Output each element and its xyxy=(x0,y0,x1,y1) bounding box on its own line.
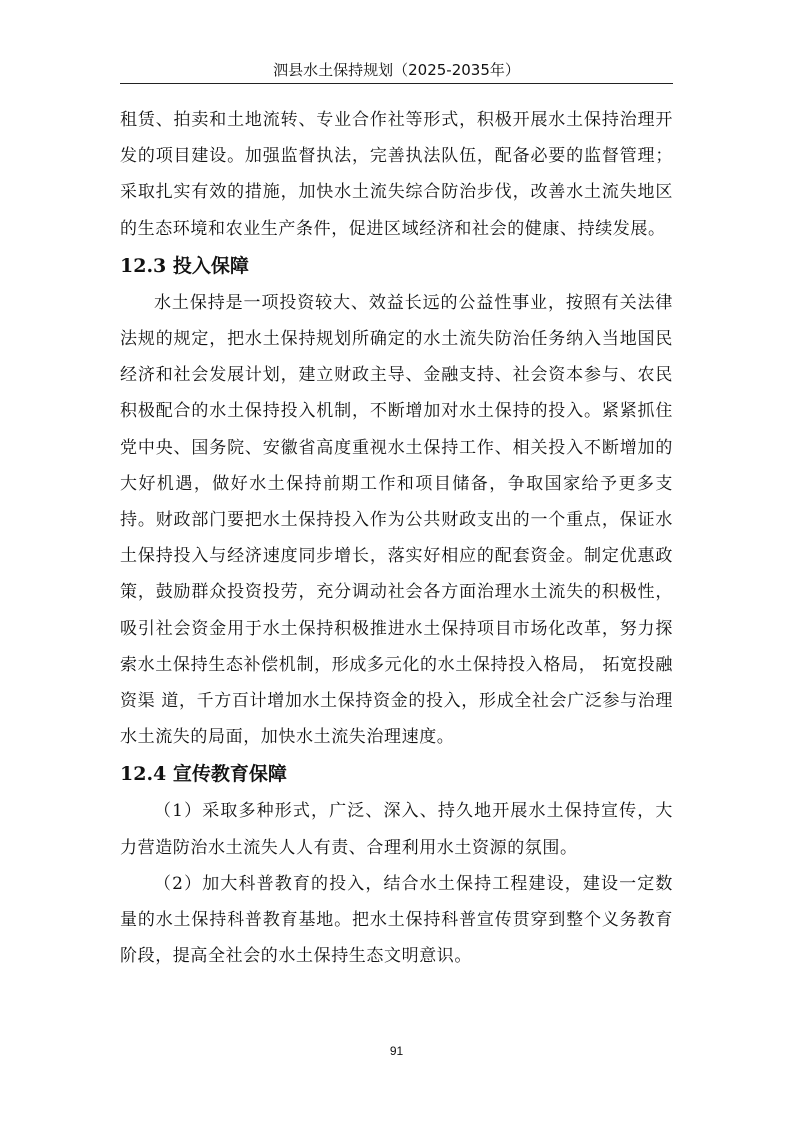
page-body xyxy=(120,102,673,974)
body-paragraph: （1）采取多种形式，广泛、深入、持久地开展水土保持宣传，大力营造防治水土流失人人有责、合理利用水土资源的氛围。 xyxy=(120,801,673,858)
running-header: 泗县水土保持规划（2025-2035年） xyxy=(273,61,520,79)
body-paragraph: （2）加大科普教育的投入，结合水土保持工程建设，建设一定数量的水土保持科普教育基地。把水土保持科普宣传贯穿到整个义务教育阶段，提高全社会的水土保持生态文明意识。 xyxy=(120,873,673,967)
page-number: 91 xyxy=(389,1044,404,1058)
body-paragraph: 水土保持是一项投资较大、效益长远的公益性事业，按照有关法律法规的规定，把水土保持规划所确定的水土流失防治任务纳入当地国民经济和社会发展计划，建立财政主导、金融支持、社会资本参与、农民积极配合的水土保持投入机制，不断增加对水土保持的投入。紧紧抓住党中央、国务院、安徽省高度重视水土保持工作、相关投入不断增加的大好机遇，做好水土保持前期工作和项目储备，争取国家给予更多支持。财政部门要把水土保持投入作为公共财政支出的一个重点，保证水土保持投入与经济速度同步增长，落实好相应的配套资金。制定优惠政策，鼓励群众投资投劳，充分调动社会各方面治理水土流失的积极性，吸引社会资金用于水土保持积极推进水土保持项目市场化改革，努力探索水土保持生态补偿机制，形成多元化的水土保持投入格局， 拓宽投融资渠 道，千方百计增加水土保持资金的投入，形成全社会广泛参与治理水土流失的局面，加快水土流失治理速度。 xyxy=(120,292,673,748)
header-divider xyxy=(120,83,673,84)
body-paragraph: 租赁、拍卖和土地流转、专业合作社等形式，积极开展水土保持治理开发的项目建设。加强监督执法，完善执法队伍，配备必要的监督管理；采取扎实有效的措施，加快水土流失综合防治步伐，改善水土流失地区的生态环境和农业生产条件，促进区域经济和社会的健康、持续发展。 xyxy=(120,110,673,239)
section-heading-12-3: 12.3 投入保障 xyxy=(120,254,249,277)
section-heading-12-4: 12.4 宣传教育保障 xyxy=(120,763,287,786)
